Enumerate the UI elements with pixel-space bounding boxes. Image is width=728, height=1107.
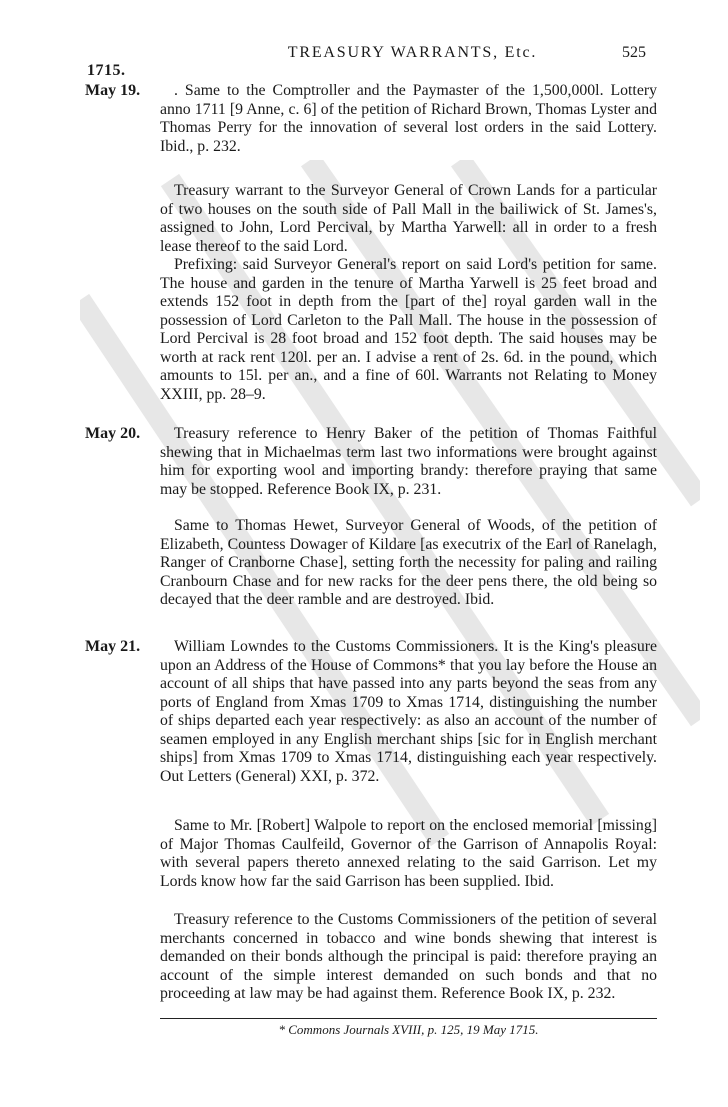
entry-text: Same to Thomas Hewet, Surveyor General of Woods, of the petition of Elizabeth, Countess Dowager of Kildare [as executrix of the Earl of Ranelagh, Ranger of Cranborne Chase], setting forth the necessity for paling and railing Cranbourn Chase and for new racks for the deer pens there, the old being so decayed that the deer ramble and are destroyed. Ibid.	[160, 517, 657, 608]
entry-lowndes-letter	[160, 638, 657, 786]
entry-kildare-petition	[160, 517, 657, 610]
entry-text: . Same to the Comptroller and the Paymaster of the 1,500,000l. Lottery anno 1711 [9 Anne, c. 6] of the petition of Richard Brown, Thomas Lyster and Thomas Perry for the innovation of several lost orders in the said Lottery. Ibid., p. 232.	[160, 82, 657, 155]
footnote: * Commons Journals XVIII, p. 125, 19 May 1715.	[278, 1022, 539, 1037]
entry-text: Same to Mr. [Robert] Walpole to report on the enclosed memorial [missing] of Major Thomas Caulfeild, Governor of the Garrison of Annapolis Royal: with several papers thereto annexed relating to the said Garrison. Let my Lords know how far the said Garrison has been supplied. Ibid.	[160, 817, 657, 890]
entry-walpole-memorial	[160, 817, 657, 891]
entry-text: Treasury reference to the Customs Commissioners of the petition of several merchants concerned in tobacco and wine bonds shewing that interest is demanded on their bonds although the principal is paid: therefore praying an account of the simple interest demanded on such bonds and that no proceeding at law may be had against them. Reference Book IX, p. 232.	[160, 911, 657, 1002]
date-may-21: May 21.	[85, 638, 141, 655]
date-may-19: May 19.	[85, 82, 141, 99]
entry-prefixing: Prefixing: said Surveyor General's report on said Lord's petition for same. The house and garden in the tenure of Martha Yarwell is 25 feet broad and extends 152 foot in depth from the [part of the] royal garden wall in the possession of Lord Carleton to the Pall Mall. The house in the possession of Lord Percival is 28 foot broad and 152 foot depth. The said houses may be worth at rack rent 120l. per an. I advise a rent of 2s. 6d. in the pound, which amounts to 15l. per an., and a fine of 60l. Warrants not Relating to Money XXIII, pp. 28–9.	[160, 256, 657, 403]
entry-text: William Lowndes to the Customs Commissioners. It is the King's pleasure upon an Address of the House of Commons* that you lay before the House an account of all ships that have passed into any parts beyond the seas from any ports of England from Xmas 1709 to Xmas 1714, distinguishing the number of ships departed each year respectively: as also an account of the number of seamen employed in any English merchant ships [sic for in English merchant ships] from Xmas 1709 to Xmas 1714, distinguishing each year respectively. Out Letters (General) XXI, p. 372.	[160, 638, 657, 785]
header-year: 1715.	[87, 62, 126, 79]
entry-faithful-petition	[160, 425, 657, 499]
date-may-20: May 20.	[85, 425, 141, 442]
entry-lottery-petition	[160, 82, 657, 156]
page-number: 525	[622, 44, 646, 61]
entry-tobacco-wine-bonds	[160, 911, 657, 1004]
footnote-rule	[160, 1018, 657, 1019]
entry-text: Treasury warrant to the Surveyor General of Crown Lands for a particular of two houses on the south side of Pall Mall in the bailiwick of St. James's, assigned to John, Lord Percival, by Martha Yarwell: all in order to a fresh lease thereof to the said Lord.	[160, 182, 657, 255]
header-title: TREASURY WARRANTS, Etc.	[287, 44, 538, 61]
entry-text: Treasury reference to Henry Baker of the petition of Thomas Faithful shewing that in Michaelmas term last two informations were brought against him for exporting wool and importing brandy: therefore praying that same may be stopped. Reference Book IX, p. 231.	[160, 425, 657, 498]
entry-pall-mall-warrant	[160, 182, 657, 404]
